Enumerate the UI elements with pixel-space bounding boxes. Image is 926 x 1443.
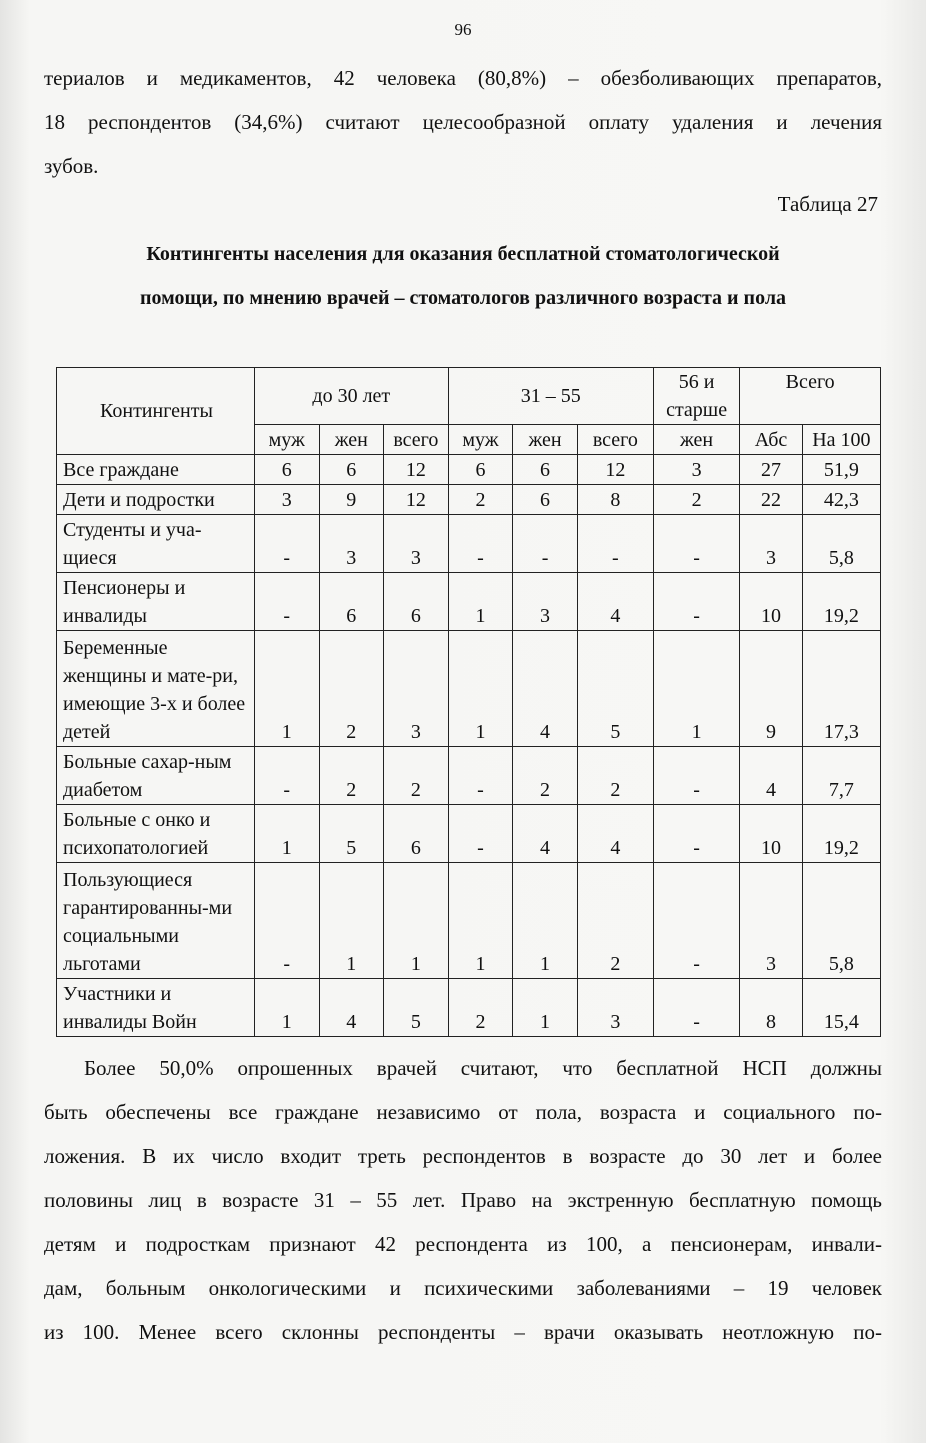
table-cell: 3 (740, 515, 803, 573)
table-cell: 12 (384, 455, 449, 485)
table-cell: 1 (254, 805, 319, 863)
table-body (57, 455, 881, 1037)
table-cell: 4 (319, 979, 384, 1037)
table-cell: 19,2 (802, 573, 880, 631)
header-56-plus: 56 и старше (653, 368, 739, 425)
text-line: териалов и медикаментов, 42 человека (80,8%) – обезболивающих препаратов, (44, 66, 882, 90)
table-cell: 9 (740, 631, 803, 747)
row-label: Дети и подростки (57, 485, 255, 515)
top-paragraph (44, 56, 882, 188)
table-cell: 4 (513, 631, 578, 747)
table-cell: 3 (254, 485, 319, 515)
text-line: половины лиц в возрасте 31 – 55 лет. Право на экстренную бесплатную помощь (44, 1188, 882, 1212)
text-line: Более 50,0% опрошенных врачей считают, что бесплатной НСП должны (84, 1056, 882, 1080)
table-title (44, 232, 882, 320)
table-cell: 1 (254, 979, 319, 1037)
row-label: Больные с онко и психопатологией (57, 805, 255, 863)
text-line: дам, больным онкологическими и психическими заболеваниями – 19 человек (44, 1276, 882, 1300)
row-label: Пользующиеся гарантированны-ми социальными льготами (57, 863, 255, 979)
table-cell: 4 (577, 573, 653, 631)
header-female: жен (319, 425, 384, 455)
bottom-paragraph (44, 1046, 882, 1354)
header-per-100: На 100 (802, 425, 880, 455)
table-cell: 1 (653, 631, 739, 747)
row-label: Участники и инвалиды Войн (57, 979, 255, 1037)
table-cell: 3 (319, 515, 384, 573)
table-cell: 1 (513, 979, 578, 1037)
table-cell: 1 (384, 863, 449, 979)
table-cell: 1 (513, 863, 578, 979)
header-all: всего (384, 425, 449, 455)
row-label: Беременные женщины и мате-ри, имеющие 3-х и более детей (57, 631, 255, 747)
table-cell: 5,8 (802, 515, 880, 573)
table-cell: - (653, 747, 739, 805)
table-cell: 2 (448, 979, 513, 1037)
table-cell: 5 (384, 979, 449, 1037)
table-cell: - (653, 805, 739, 863)
table-cell: 2 (577, 747, 653, 805)
table-row (57, 455, 881, 485)
table-cell: 3 (384, 631, 449, 747)
table-cell: 19,2 (802, 805, 880, 863)
table-cell: 42,3 (802, 485, 880, 515)
table-row (57, 515, 881, 573)
table-cell: 15,4 (802, 979, 880, 1037)
table-cell: 3 (577, 979, 653, 1037)
table-cell: 12 (384, 485, 449, 515)
table-cell: 2 (577, 863, 653, 979)
table-cell: 51,9 (802, 455, 880, 485)
table-cell: - (448, 805, 513, 863)
table-label: Таблица 27 (777, 192, 878, 216)
table-cell: 3 (513, 573, 578, 631)
table-row (57, 573, 881, 631)
text-line: зубов. (44, 154, 99, 178)
text-line: ложения. В их число входит треть респондентов в возрасте до 30 лет и более (44, 1144, 882, 1168)
table-cell: 2 (319, 631, 384, 747)
table-cell: 1 (448, 573, 513, 631)
table-cell: - (577, 515, 653, 573)
table-row (57, 747, 881, 805)
header-all: всего (577, 425, 653, 455)
contingents-table (56, 367, 881, 1037)
table-cell: - (448, 515, 513, 573)
row-label: Студенты и уча-щиеся (57, 515, 255, 573)
table-row (57, 979, 881, 1037)
header-contingents: Контингенты (57, 368, 255, 455)
table-cell: - (653, 979, 739, 1037)
table-cell: 2 (384, 747, 449, 805)
header-total: Всего (740, 368, 881, 425)
table-cell: - (513, 515, 578, 573)
table-cell: 3 (740, 863, 803, 979)
row-label: Все граждане (57, 455, 255, 485)
table-cell: - (653, 573, 739, 631)
table-cell: 4 (740, 747, 803, 805)
table-cell: 2 (319, 747, 384, 805)
text-line: детям и подросткам признают 42 респондента из 100, а пенсионерам, инвали- (44, 1232, 882, 1256)
table-cell: 4 (577, 805, 653, 863)
table-cell: 1 (319, 863, 384, 979)
table-cell: 6 (254, 455, 319, 485)
text-line: 18 респондентов (34,6%) считают целесообразной оплату удаления и лечения (44, 110, 882, 134)
header-under-30: до 30 лет (254, 368, 448, 425)
table-cell: - (254, 863, 319, 979)
table-cell: 1 (254, 631, 319, 747)
table-title-line: помощи, по мнению врачей – стоматологов различного возраста и пола (139, 287, 787, 309)
table-cell: 6 (513, 455, 578, 485)
table-cell: 6 (319, 455, 384, 485)
table-cell: - (653, 863, 739, 979)
table-row (57, 485, 881, 515)
table-cell: 10 (740, 573, 803, 631)
table-cell: 8 (577, 485, 653, 515)
text-line: из 100. Менее всего склонны респонденты – врачи оказывать неотложную по- (44, 1320, 882, 1344)
table-cell: - (254, 515, 319, 573)
page-number: 96 (454, 20, 472, 39)
table-cell: 12 (577, 455, 653, 485)
table-cell: 6 (448, 455, 513, 485)
table-cell: 6 (384, 805, 449, 863)
table-cell: 2 (653, 485, 739, 515)
table-cell: 5,8 (802, 863, 880, 979)
table-cell: 6 (513, 485, 578, 515)
table-cell: 27 (740, 455, 803, 485)
table-title-line: Контингенты населения для оказания бесплатной стоматологической (146, 243, 780, 265)
table-cell: 5 (319, 805, 384, 863)
table-cell: 1 (448, 631, 513, 747)
header-female: жен (513, 425, 578, 455)
table-row (57, 805, 881, 863)
table-cell: 5 (577, 631, 653, 747)
table-cell: 8 (740, 979, 803, 1037)
header-male: муж (448, 425, 513, 455)
table-cell: - (448, 747, 513, 805)
table-cell: 2 (513, 747, 578, 805)
table-cell: 6 (319, 573, 384, 631)
table-cell: 3 (384, 515, 449, 573)
table-row (57, 863, 881, 979)
table-row (57, 631, 881, 747)
header-abs: Абс (740, 425, 803, 455)
table-cell: 7,7 (802, 747, 880, 805)
table-cell: - (653, 515, 739, 573)
table-cell: 9 (319, 485, 384, 515)
table-cell: 17,3 (802, 631, 880, 747)
header-male: муж (254, 425, 319, 455)
table-cell: 6 (384, 573, 449, 631)
table-cell: 1 (448, 863, 513, 979)
table-cell: - (254, 573, 319, 631)
row-label: Пенсионеры и инвалиды (57, 573, 255, 631)
row-label: Больные сахар-ным диабетом (57, 747, 255, 805)
header-female: жен (653, 425, 739, 455)
table-cell: 22 (740, 485, 803, 515)
table-cell: - (254, 747, 319, 805)
text-line: быть обеспечены все граждане независимо от пола, возраста и социального по- (44, 1100, 882, 1124)
table-cell: 3 (653, 455, 739, 485)
header-31-55: 31 – 55 (448, 368, 653, 425)
table-cell: 10 (740, 805, 803, 863)
table-cell: 2 (448, 485, 513, 515)
table-cell: 4 (513, 805, 578, 863)
